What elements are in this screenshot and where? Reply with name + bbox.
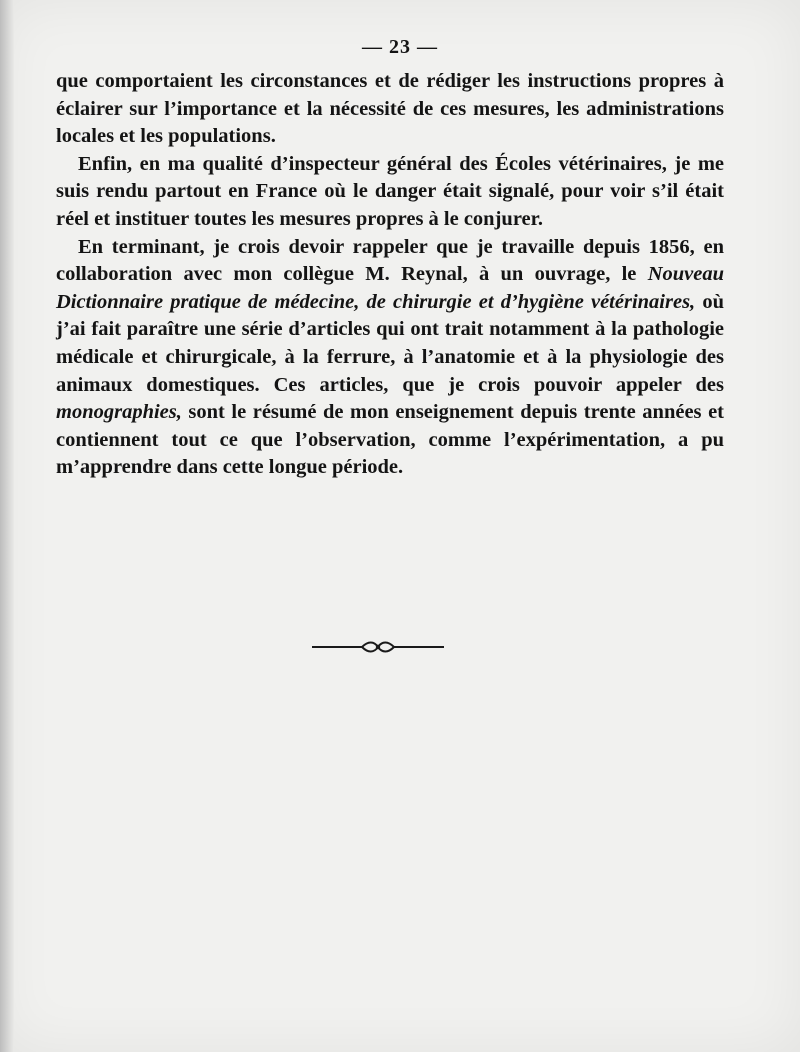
paragraph-1: que comportaient les circonstances et de rédiger les instructions propres à éclairer sur l’importance et la nécessité de ces mesures, les administrations locales et les populations. (56, 70, 724, 148)
fleuron-ornament-icon (312, 640, 444, 654)
body-text (56, 68, 724, 482)
page-edge-shadow (0, 0, 14, 1052)
page-number: — 23 — (362, 36, 438, 58)
paragraph-3-middle: où j’ai fait paraître une série d’articles qui ont trait notamment à la pathologie médicale et chirurgicale, à la ferrure, à l’anatomie et à la physiologie des animaux domestiques. Ces articles, que je crois pouvoir appeler des (56, 290, 724, 396)
paragraph-3-after: sont le résumé de mon enseignement depuis trente années et contiennent tout ce que l’observation, comme l’expérimentation, a pu m’apprendre dans cette longue période. (56, 401, 724, 479)
paragraph-2: Enfin, en ma qualité d’inspecteur général des Écoles vétérinaires, je me suis rendu partout en France où le danger était signalé, pour voir s’il était réel et instituer toutes les mesures propres à le conjurer. (56, 152, 724, 230)
show-through-texture (60, 450, 760, 1010)
paragraph-3-before: En terminant, je crois devoir rappeler que je travaille depuis 1856, en collaboration avec mon collègue M. Reynal, à un ouvrage, le (56, 235, 724, 286)
book-title: Nouveau Dictionnaire pratique de médecine, de chirurgie et d’hygiène vétérinaires, (56, 263, 724, 313)
emphasis-monographies: monographies, (56, 401, 182, 424)
paragraph-3 (56, 234, 724, 482)
